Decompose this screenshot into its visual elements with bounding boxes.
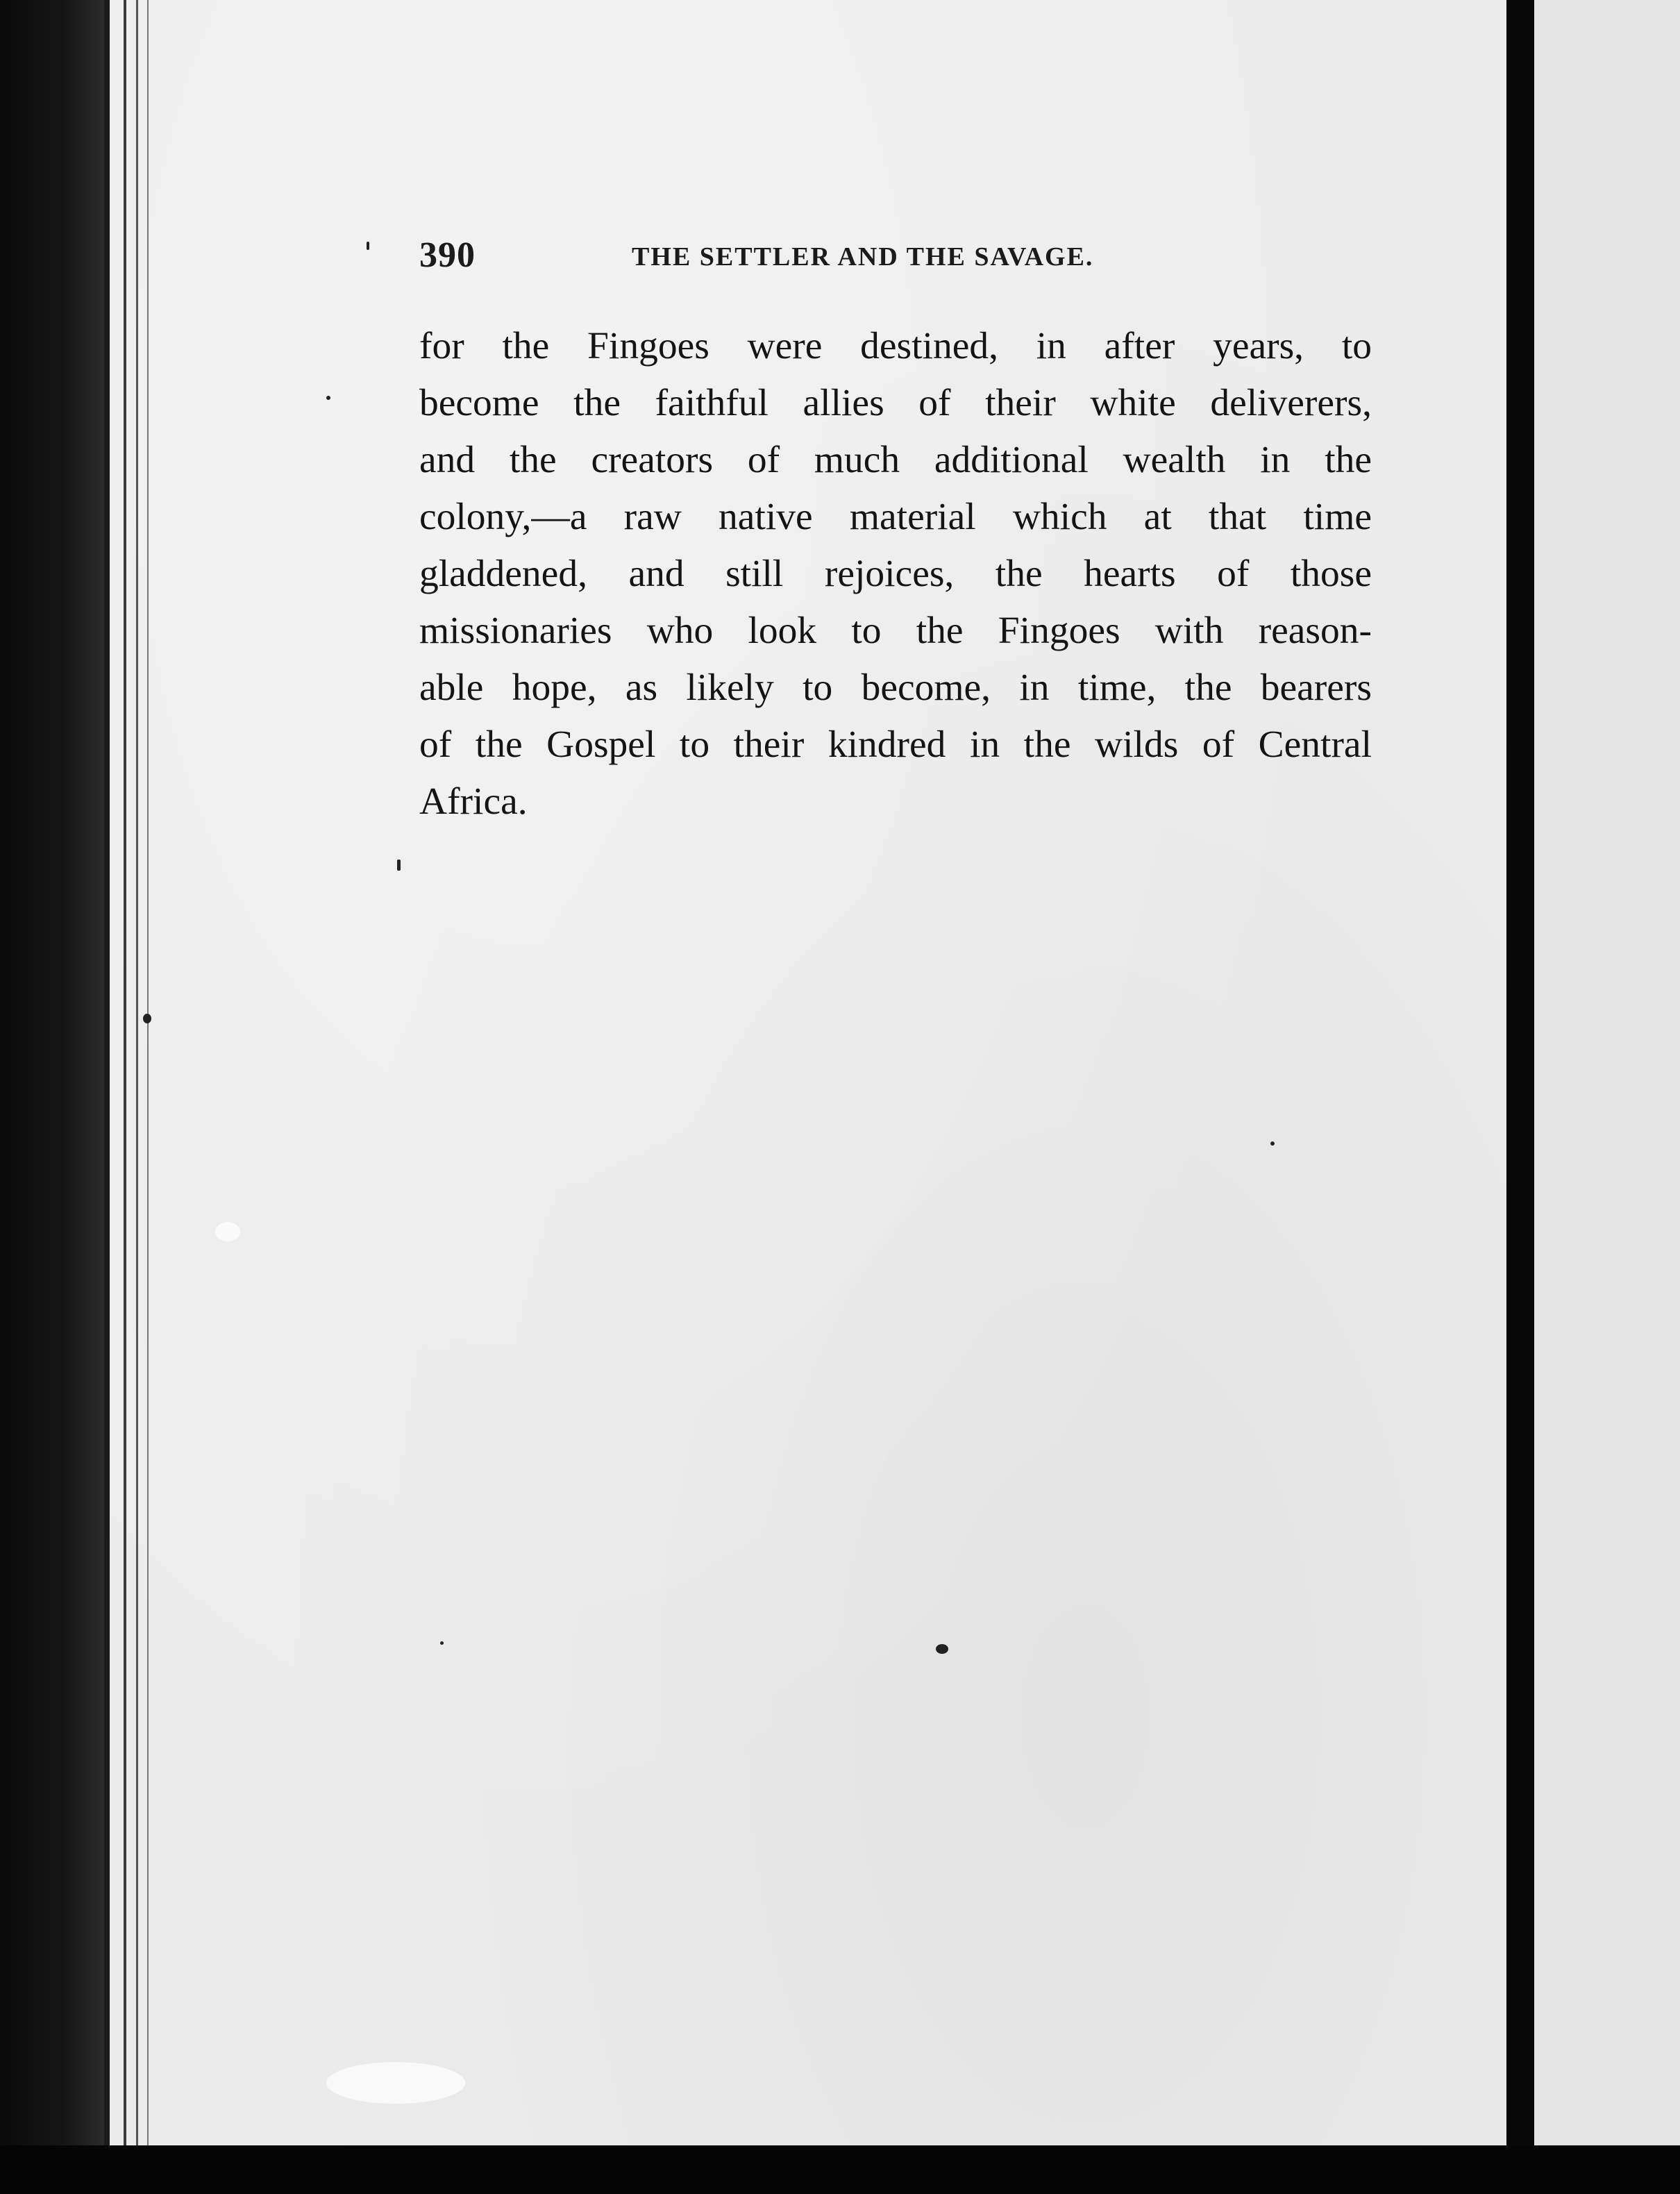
body-paragraph (419, 318, 1372, 830)
text-line: for the Fingoes were destined, in after years, to (419, 325, 1372, 367)
binding-line (104, 0, 110, 2194)
paper-blemish (215, 1222, 240, 1241)
text-line: of the Gospel to their kindred in the wilds of Central (419, 723, 1372, 766)
running-head (419, 235, 1370, 283)
ink-speck (143, 1014, 151, 1023)
text-line: able hope, as likely to become, in time, the bearers (419, 667, 1372, 709)
text-line: become the faithful allies of their white deliverers, (419, 382, 1372, 424)
text-line: missionaries who look to the Fingoes with reason- (419, 610, 1372, 652)
binding-line (136, 0, 138, 2194)
ink-speck (440, 1641, 444, 1645)
page-number: 390 (419, 235, 476, 275)
text-line: and the creators of much additional wealth in the (419, 439, 1372, 481)
scan-bottom-border (0, 2145, 1680, 2194)
running-title: THE SETTLER AND THE SAVAGE. (632, 242, 1094, 271)
binding-line (124, 0, 126, 2194)
ink-speck (326, 396, 330, 400)
scan-left-border (0, 0, 104, 2194)
text-line: Africa. (419, 780, 528, 823)
binding-line (147, 0, 149, 2194)
ink-speck (1270, 1141, 1275, 1146)
page-edge-bar (1506, 0, 1534, 2194)
adjacent-page-edge (1534, 0, 1680, 2145)
text-line: colony,—a raw native material which at that time (419, 496, 1372, 538)
paper-blemish (326, 2062, 465, 2104)
ink-speck (936, 1644, 948, 1654)
ink-speck (397, 860, 401, 871)
ink-speck (367, 242, 369, 250)
text-line: gladdened, and still rejoices, the hearts of those (419, 553, 1372, 595)
